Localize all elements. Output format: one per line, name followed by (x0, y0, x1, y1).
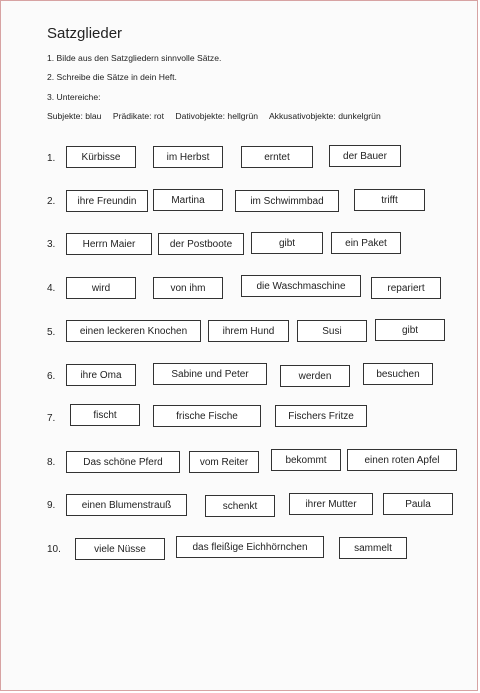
row-number: 8. (47, 457, 56, 468)
word-card[interactable]: erntet (241, 146, 313, 168)
word-card[interactable]: vom Reiter (189, 451, 259, 473)
instruction-3: 3. Untereiche: (47, 92, 101, 102)
word-card[interactable]: ihre Oma (66, 364, 136, 386)
word-card[interactable]: wird (66, 277, 136, 299)
word-card[interactable]: gibt (251, 232, 323, 254)
word-card[interactable]: sammelt (339, 537, 407, 559)
row-number: 7. (47, 413, 56, 424)
legend-dative-objects: Dativobjekte: hellgrün (175, 111, 259, 121)
word-card[interactable]: Fischers Fritze (275, 405, 367, 427)
word-card[interactable]: Paula (383, 493, 453, 515)
word-card[interactable]: im Schwimmbad (235, 190, 339, 212)
word-card[interactable]: einen Blumenstrauß (66, 494, 187, 516)
row-number: 4. (47, 283, 56, 294)
word-card[interactable]: im Herbst (153, 146, 223, 168)
word-card[interactable]: werden (280, 365, 350, 387)
row-number: 5. (47, 327, 56, 338)
word-card[interactable]: trifft (354, 189, 425, 211)
word-card[interactable]: das fleißige Eichhörnchen (176, 536, 324, 558)
instruction-1: 1. Bilde aus den Satzgliedern sinnvolle Sätze. (47, 53, 222, 63)
word-card[interactable]: ein Paket (331, 232, 401, 254)
word-card[interactable]: ihrem Hund (208, 320, 289, 342)
page-title: Satzglieder (47, 25, 123, 42)
word-card[interactable]: einen roten Apfel (347, 449, 457, 471)
instruction-2: 2. Schreibe die Sätze in dein Heft. (47, 72, 177, 82)
word-card[interactable]: von ihm (153, 277, 223, 299)
word-card[interactable]: repariert (371, 277, 441, 299)
legend-subjects: Subjekte: blau (47, 111, 102, 121)
word-card[interactable]: der Postboote (158, 233, 244, 255)
word-card[interactable]: gibt (375, 319, 445, 341)
word-card[interactable]: viele Nüsse (75, 538, 165, 560)
row-number: 3. (47, 239, 56, 250)
word-card[interactable]: Herrn Maier (66, 233, 152, 255)
word-card[interactable]: Sabine und Peter (153, 363, 267, 385)
word-card[interactable]: Martina (153, 189, 223, 211)
row-number: 9. (47, 500, 56, 511)
word-card[interactable]: fischt (70, 404, 140, 426)
word-card[interactable]: ihre Freundin (66, 190, 148, 212)
row-number: 2. (47, 196, 56, 207)
word-card[interactable]: schenkt (205, 495, 275, 517)
word-card[interactable]: Kürbisse (66, 146, 136, 168)
word-card[interactable]: besuchen (363, 363, 433, 385)
color-legend (47, 111, 390, 121)
word-card[interactable]: frische Fische (153, 405, 261, 427)
row-number: 1. (47, 153, 56, 164)
word-card[interactable]: die Waschmaschine (241, 275, 361, 297)
legend-predicates: Prädikate: rot (112, 111, 164, 121)
word-card[interactable]: bekommt (271, 449, 341, 471)
word-card[interactable]: Susi (297, 320, 367, 342)
row-number: 6. (47, 371, 56, 382)
row-number: 10. (47, 544, 61, 555)
word-card[interactable]: einen leckeren Knochen (66, 320, 201, 342)
word-card[interactable]: der Bauer (329, 145, 401, 167)
word-card[interactable]: ihrer Mutter (289, 493, 373, 515)
word-card[interactable]: Das schöne Pferd (66, 451, 180, 473)
legend-accusative-objects: Akkusativobjekte: dunkelgrün (268, 111, 381, 121)
